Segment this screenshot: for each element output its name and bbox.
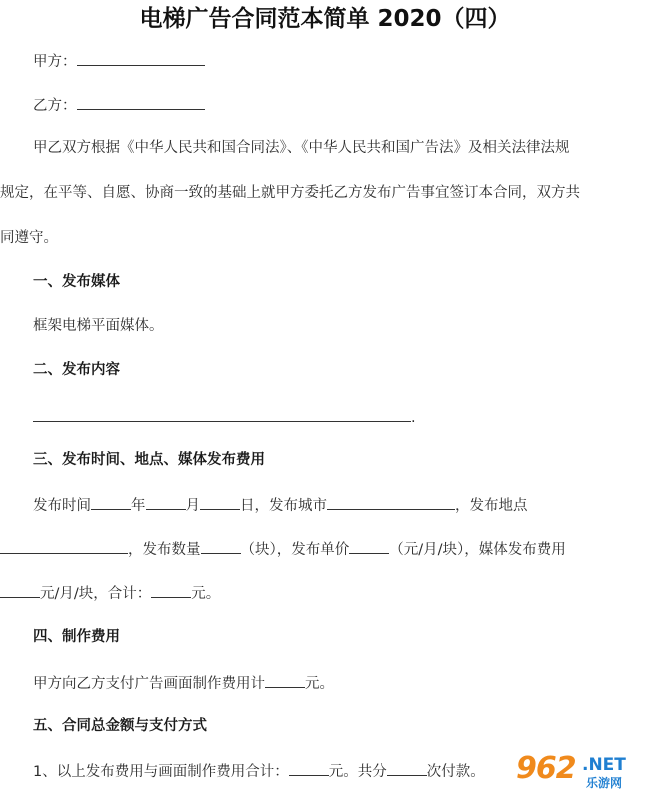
fee-unit-label: 元/月/块，合计： <box>40 586 152 602</box>
section-5-item-1 <box>33 760 485 782</box>
content-period: . <box>411 410 416 426</box>
section-3-line-1 <box>33 494 528 516</box>
section-2-content-line <box>33 406 416 428</box>
day-city-label: 日，发布城市 <box>240 498 327 514</box>
month-blank <box>146 494 186 510</box>
time-label: 发布时间 <box>33 498 91 514</box>
section-2-heading: 二、发布内容 <box>33 362 120 378</box>
intro-line-3: 同遵守。 <box>0 230 58 246</box>
total-amount-blank <box>289 760 329 776</box>
party-b-label: 乙方： <box>33 98 77 114</box>
section-3-line-2 <box>0 538 566 560</box>
location-blank <box>0 538 128 554</box>
quantity-label: ，发布数量 <box>128 542 201 558</box>
party-a-label: 甲方： <box>33 54 77 70</box>
watermark-logo-number: 962 <box>516 751 576 786</box>
installments-blank <box>387 760 427 776</box>
watermark-logo-cn: 乐游网 <box>586 776 623 790</box>
intro-line-2: 规定，在平等、自愿、协商一致的基础上就甲方委托乙方发布广告事宜签订本合同，双方共 <box>0 185 580 201</box>
quantity-blank <box>201 538 241 554</box>
location-label: ，发布地点 <box>455 498 528 514</box>
intro-line-1: 甲乙双方根据《中华人民共和国合同法》、《中华人民共和国广告法》及相关法律法规 <box>33 140 570 156</box>
section-3-line-3 <box>0 582 220 604</box>
payment-label: 次付款。 <box>426 764 485 780</box>
price-blank <box>349 538 389 554</box>
party-a-line <box>33 50 205 72</box>
total-amount-label: 1、以上发布费用与画面制作费用合计： <box>33 764 289 780</box>
day-blank <box>200 494 240 510</box>
party-a-blank <box>77 50 205 66</box>
price-label: （块），发布单价 <box>240 542 350 558</box>
section-4-heading: 四、制作费用 <box>33 629 120 645</box>
total-blank <box>151 582 191 598</box>
section-1-body: 框架电梯平面媒体。 <box>33 318 164 334</box>
year-blank <box>91 494 131 510</box>
month-label: 月 <box>185 498 200 514</box>
year-label: 年 <box>131 498 146 514</box>
site-watermark-logo <box>512 752 650 800</box>
production-fee-unit: 元。 <box>305 676 334 692</box>
section-1-heading: 一、发布媒体 <box>33 274 120 290</box>
party-b-blank <box>77 94 205 110</box>
media-fee-label: （元/月/块），媒体发布费用 <box>389 542 566 558</box>
section-4-body <box>33 672 334 694</box>
total-unit-label: 元。 <box>191 586 221 602</box>
party-b-line <box>33 94 205 116</box>
production-fee-blank <box>265 672 305 688</box>
content-blank <box>33 406 411 422</box>
section-3-heading: 三、发布时间、地点、媒体发布费用 <box>33 452 265 468</box>
document-title: 电梯广告合同范本简单 2020（四） <box>139 6 511 32</box>
production-fee-label: 甲方向乙方支付广告画面制作费用计 <box>33 676 265 692</box>
installments-label: 元。共分 <box>328 764 387 780</box>
city-blank <box>327 494 455 510</box>
section-5-heading: 五、合同总金额与支付方式 <box>33 718 207 734</box>
fee-blank <box>0 582 40 598</box>
watermark-logo-net: .NET <box>582 755 626 775</box>
